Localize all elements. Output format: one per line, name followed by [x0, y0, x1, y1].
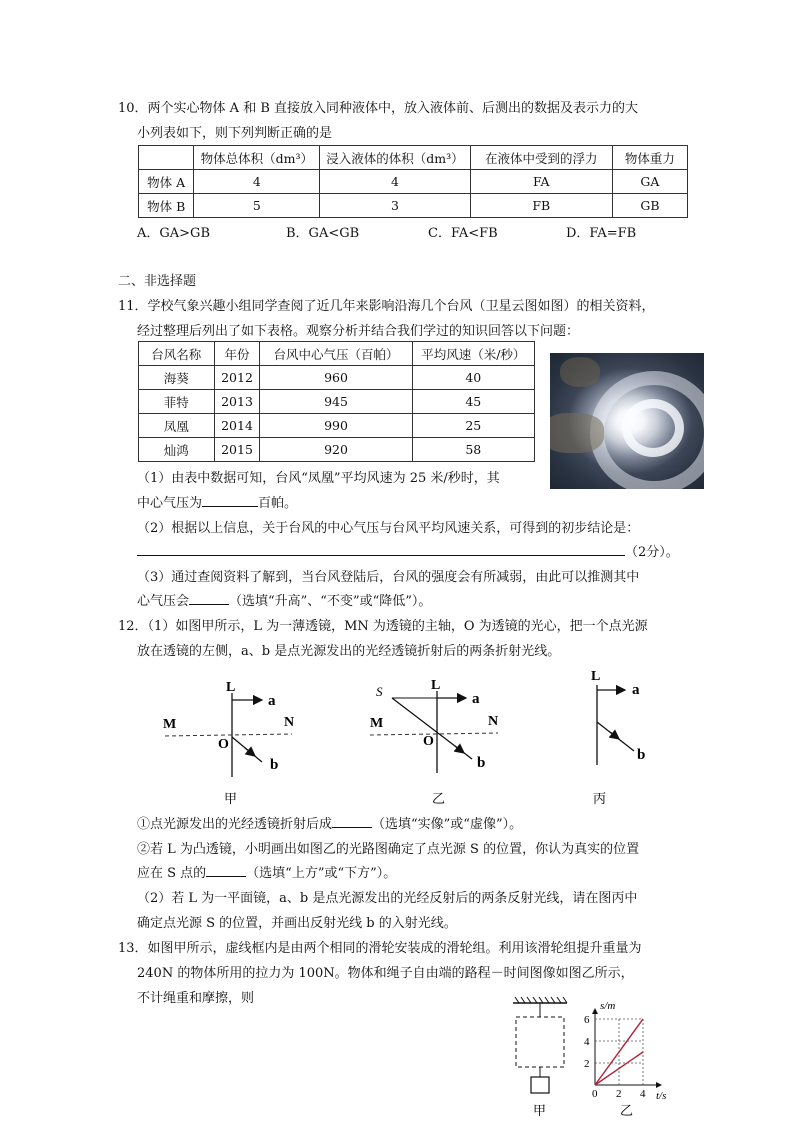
label-N: N: [488, 714, 499, 729]
ray-b-arrow: [455, 746, 464, 753]
x-tick-label: 2: [616, 1088, 622, 1100]
q10-table: [138, 145, 688, 218]
figure-jia: [163, 680, 294, 777]
table-cell: 2014: [214, 414, 260, 438]
q11-p2-answer-blank[interactable]: [137, 555, 625, 556]
q10-option-d[interactable]: D．FA=FB: [566, 226, 637, 241]
table-cell: 浸入液体的体积（dm³）: [320, 146, 470, 170]
table-cell: 4: [194, 170, 320, 194]
q11-table: [138, 341, 535, 462]
table-row: [139, 170, 688, 194]
table-row: [139, 414, 535, 438]
table-cell: 5: [194, 194, 320, 218]
ray-b-arrow: [610, 732, 619, 739]
principal-axis: [165, 734, 292, 736]
y-tick-label: 2: [584, 1058, 590, 1070]
q11-p3-text-a: 心气压会: [137, 594, 190, 609]
label-L: L: [226, 680, 236, 695]
q12-stem-line2: 放在透镜的左侧，a、b 是点光源发出的光经透镜折射后的两条折射光线。: [137, 644, 561, 659]
y-axis-label: s/m: [600, 1000, 616, 1012]
label-b: b: [477, 755, 486, 771]
table-cell: 在液体中受到的浮力: [470, 146, 612, 170]
q11-p1-answer-blank[interactable]: [202, 506, 258, 507]
q13-stem-line1: 13．如图甲所示，虚线框内是由两个相同的滑轮安装成的滑轮组。利用该滑轮组提升重量为: [118, 941, 642, 956]
table-cell: 物体总体积（dm³）: [194, 146, 320, 170]
table-cell: 物体重力: [612, 146, 687, 170]
label-M: M: [370, 716, 384, 731]
q12-s1-text-a: ①点光源发出的光经透镜折射后成: [137, 817, 333, 832]
table-cell: 台风名称: [139, 342, 215, 366]
table-cell: 4: [320, 170, 470, 194]
label-O: O: [218, 737, 229, 752]
q12-s1-answer-blank[interactable]: [332, 827, 372, 828]
q11-p1-text-b: 百帕。: [258, 496, 298, 511]
table-row: [139, 146, 688, 170]
q12-optics-figures: [0, 665, 794, 810]
table-cell: 990: [260, 414, 412, 438]
caption-jia: 甲: [533, 1103, 547, 1118]
table-cell: FA: [470, 170, 612, 194]
table-cell: 945: [260, 390, 412, 414]
q10-stem-line2: 小列表如下，则下列判断正确的是: [137, 126, 333, 141]
table-cell: FB: [470, 194, 612, 218]
x-axis-label: t/s: [656, 1090, 667, 1102]
table-cell: 25: [412, 414, 534, 438]
weight-block: [531, 1077, 549, 1093]
q11-stem-line2: 经过整理后列出了如下表格。观察分析并结合我们学过的知识回答以下问题：: [137, 324, 580, 339]
q12-s2-line2: [137, 862, 396, 881]
q10-option-c[interactable]: C．FA<FB: [428, 226, 498, 241]
q12-s2-text-a: 应在 S 点的: [137, 866, 207, 881]
table-cell: GB: [612, 194, 687, 218]
figure-bing: [591, 669, 645, 765]
y-tick-label: 4: [584, 1036, 590, 1048]
q12-p2-line2: 确定点光源 S 的位置，并画出反射光线 b 的入射光线。: [137, 916, 457, 931]
x-tick-label: 4: [640, 1088, 646, 1100]
table-cell: 2015: [214, 438, 260, 462]
q10-stem-line1: 10．两个实心物体 A 和 B 直接放入同种液体中，放入液体前、后测出的数据及表示力的大: [118, 101, 639, 116]
table-cell: 台风中心气压（百帕）: [260, 342, 412, 366]
table-cell: 物体 A: [139, 170, 194, 194]
table-cell: 960: [260, 366, 412, 390]
y-tick-label: 6: [584, 1014, 590, 1026]
table-row: [139, 342, 535, 366]
table-cell: GA: [612, 170, 687, 194]
label-N: N: [284, 715, 295, 730]
q11-p1-line1: （1）由表中数据可知，台风“凤凰”平均风速为 25 米/秒时，其: [137, 471, 500, 486]
label-a: a: [632, 682, 640, 698]
table-cell: 45: [412, 390, 534, 414]
ray-b-arrow: [245, 748, 255, 756]
table-cell: 3: [320, 194, 470, 218]
q11-p3-line1: （3）通过查阅资料了解到，当台风登陆后，台风的强度会有所减弱，由此可以推测其中: [137, 570, 640, 585]
q10-option-a[interactable]: A．GA>GB: [137, 226, 210, 241]
table-row: [139, 194, 688, 218]
caption-bing: 丙: [593, 791, 607, 806]
label-b: b: [637, 747, 646, 763]
label-L: L: [591, 669, 601, 684]
q11-stem-line1: 11．学校气象兴趣小组同学查阅了近几年来影响沿海几个台风（卫星云图如图）的相关资料，: [118, 299, 655, 314]
principal-axis: [370, 733, 498, 735]
table-cell: 58: [412, 438, 534, 462]
table-cell: 年份: [214, 342, 260, 366]
q10-option-b[interactable]: B．GA<GB: [286, 226, 360, 241]
caption-yi: 乙: [620, 1103, 634, 1118]
table-cell: 2012: [214, 366, 260, 390]
typhoon-satellite-image: [550, 353, 704, 489]
q11-p2-line2: [137, 541, 679, 560]
ceiling-hatch: [515, 997, 567, 1003]
q11-p2-line1: （2）根据以上信息，关于台风的中心气压与台风平均风速关系，可得到的初步结论是：: [137, 521, 640, 536]
label-O: O: [423, 734, 434, 749]
table-cell: 凤凰: [139, 414, 215, 438]
q13-st-chart: [583, 995, 678, 1120]
q11-p2-score: （2分）。: [625, 545, 679, 560]
q12-s2-text-b: （选填“上方”或“下方”）。: [246, 866, 397, 881]
caption-jia: 甲: [224, 791, 238, 806]
table-cell: 菲特: [139, 390, 215, 414]
table-cell: 40: [412, 366, 534, 390]
table-cell: 物体 B: [139, 194, 194, 218]
label-M: M: [163, 717, 177, 732]
q12-stem-line1: 12．（1）如图甲所示，L 为一薄透镜，MN 为透镜的主轴，O 为透镜的光心，把一个点光源: [118, 619, 648, 634]
caption-yi: 乙: [432, 791, 446, 806]
q11-p1-line2: [137, 492, 297, 511]
q11-p3-line2: [137, 590, 431, 609]
q12-s2-answer-blank[interactable]: [206, 876, 246, 877]
q13-stem-line2: 240N 的物体所用的拉力为 100N。物体和绳子自由端的路程－时间图像如图乙所示，: [137, 966, 634, 981]
label-L: L: [431, 678, 441, 693]
q11-p1-text-a: 中心气压为: [137, 496, 203, 511]
q12-s1-text-b: （选填“实像”或“虚像”）。: [372, 817, 523, 832]
q13-stem-line3: 不计绳重和摩擦，则: [137, 991, 255, 1006]
label-b: b: [270, 757, 279, 773]
label-S: S: [376, 684, 383, 699]
table-row: [139, 390, 535, 414]
table-cell: 920: [260, 438, 412, 462]
table-cell: 2013: [214, 390, 260, 414]
label-a: a: [268, 693, 276, 709]
table-row: [139, 438, 535, 462]
pulley-box: [516, 1017, 564, 1067]
q12-p2-line1: （2）若 L 为一平面镜，a、b 是点光源发出的光经反射后的两条反射光线，请在图丙中: [137, 891, 638, 906]
table-cell: 灿鸿: [139, 438, 215, 462]
q11-p3-answer-blank[interactable]: [189, 604, 229, 605]
table-cell: [139, 146, 194, 170]
q12-s2-line1: ②若 L 为凸透镜，小明画出如图乙的光路图确定了点光源 S 的位置，你认为真实的位置: [137, 842, 640, 857]
label-a: a: [472, 691, 480, 707]
q13-pulley-figure: [505, 995, 585, 1120]
q11-p3-text-b: （选填“升高”、“不变”或“降低”）。: [229, 594, 432, 609]
figure-yi: [370, 678, 498, 773]
table-cell: 海葵: [139, 366, 215, 390]
table-row: [139, 366, 535, 390]
section-title: 二、非选择题: [118, 274, 197, 289]
x-tick-label: 0: [592, 1088, 598, 1100]
table-cell: 平均风速（米/秒）: [412, 342, 534, 366]
q12-s1-line: [137, 813, 522, 832]
